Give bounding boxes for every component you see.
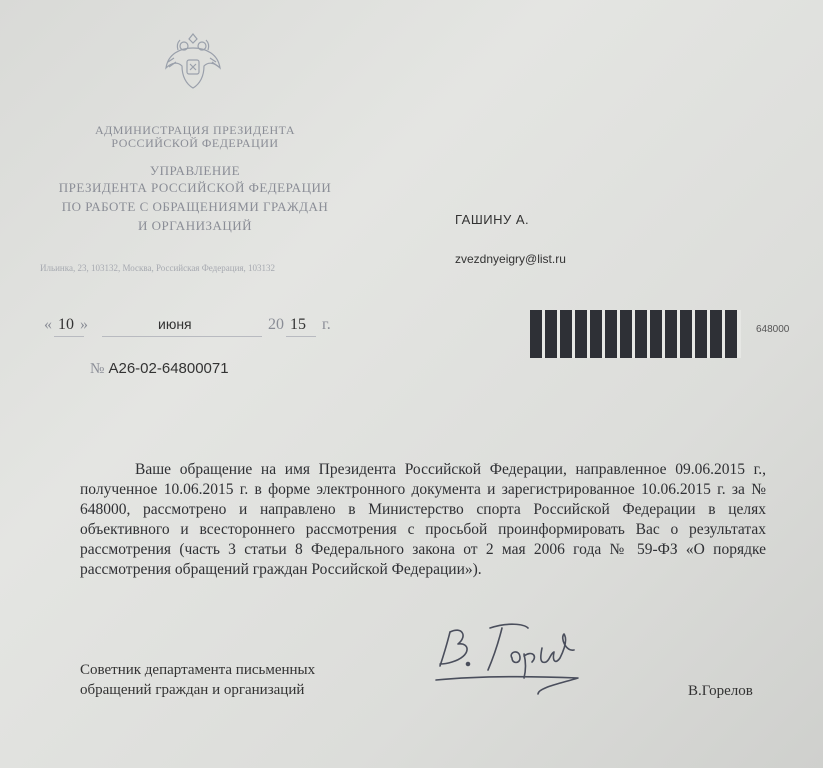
- signatory-name: В.Горелов: [688, 683, 753, 699]
- dept-header-line4: И ОРГАНИЗАЦИЙ: [137, 218, 253, 233]
- body-paragraph: Ваше обращение на имя Президента Российской Федерации, направленное 09.06.2015 г., полученное 10.06.2015 г. в форме электронного документа и зарегистрированное 10.06.2015 г. за № 648000, рассмотрено и направлено в Министерство спорта Российской Федерации в целях объективного и всестороннего рассмотрения с просьбой проинформировать Вас о результатах рассмотрения (часть 3 статьи 8 Федерального закона от 2 мая 2006 года № 59-ФЗ «О порядке рассмотрения обращений граждан Российской Федерации»).: [80, 461, 766, 578]
- date-year-mark: г.: [322, 316, 331, 333]
- date-day: 10: [58, 316, 74, 333]
- signatory-title-line1: Советник департамента письменных: [80, 662, 316, 678]
- barcode-number: 648000: [756, 324, 790, 335]
- admin-header-line1: АДМИНИСТРАЦИЯ ПРЕЗИДЕНТА: [94, 123, 296, 137]
- recipient-name: ГАШИНУ А.: [455, 212, 530, 227]
- signatory-title-line2: обращений граждан и организаций: [80, 682, 305, 698]
- registration-number-value: А26-02-64800071: [108, 360, 229, 377]
- signatory-title: [80, 660, 315, 700]
- header-address: Ильинка, 23, 103132, Москва, Российская Федерация, 103132: [40, 263, 276, 273]
- registration-number: [90, 360, 229, 378]
- recipient-email: zvezdnyeigry@list.ru: [455, 252, 566, 266]
- dept-header-line2: ПРЕЗИДЕНТА РОССИЙСКОЙ ФЕДЕРАЦИИ: [58, 180, 332, 195]
- coat-of-arms-icon: [160, 28, 226, 94]
- barcode: [530, 310, 741, 358]
- dept-header-line1: УПРАВЛЕНИЕ: [149, 163, 241, 178]
- number-sign: №: [90, 361, 105, 377]
- date-month: июня: [158, 316, 192, 332]
- date-year-prefix: 20: [268, 316, 284, 333]
- handwritten-signature: [428, 618, 598, 700]
- dept-header-line3: ПО РАБОТЕ С ОБРАЩЕНИЯМИ ГРАЖДАН: [61, 199, 329, 214]
- admin-header-line2: РОССИЙСКОЙ ФЕДЕРАЦИИ: [111, 136, 279, 150]
- date-year-suffix: 15: [290, 316, 306, 333]
